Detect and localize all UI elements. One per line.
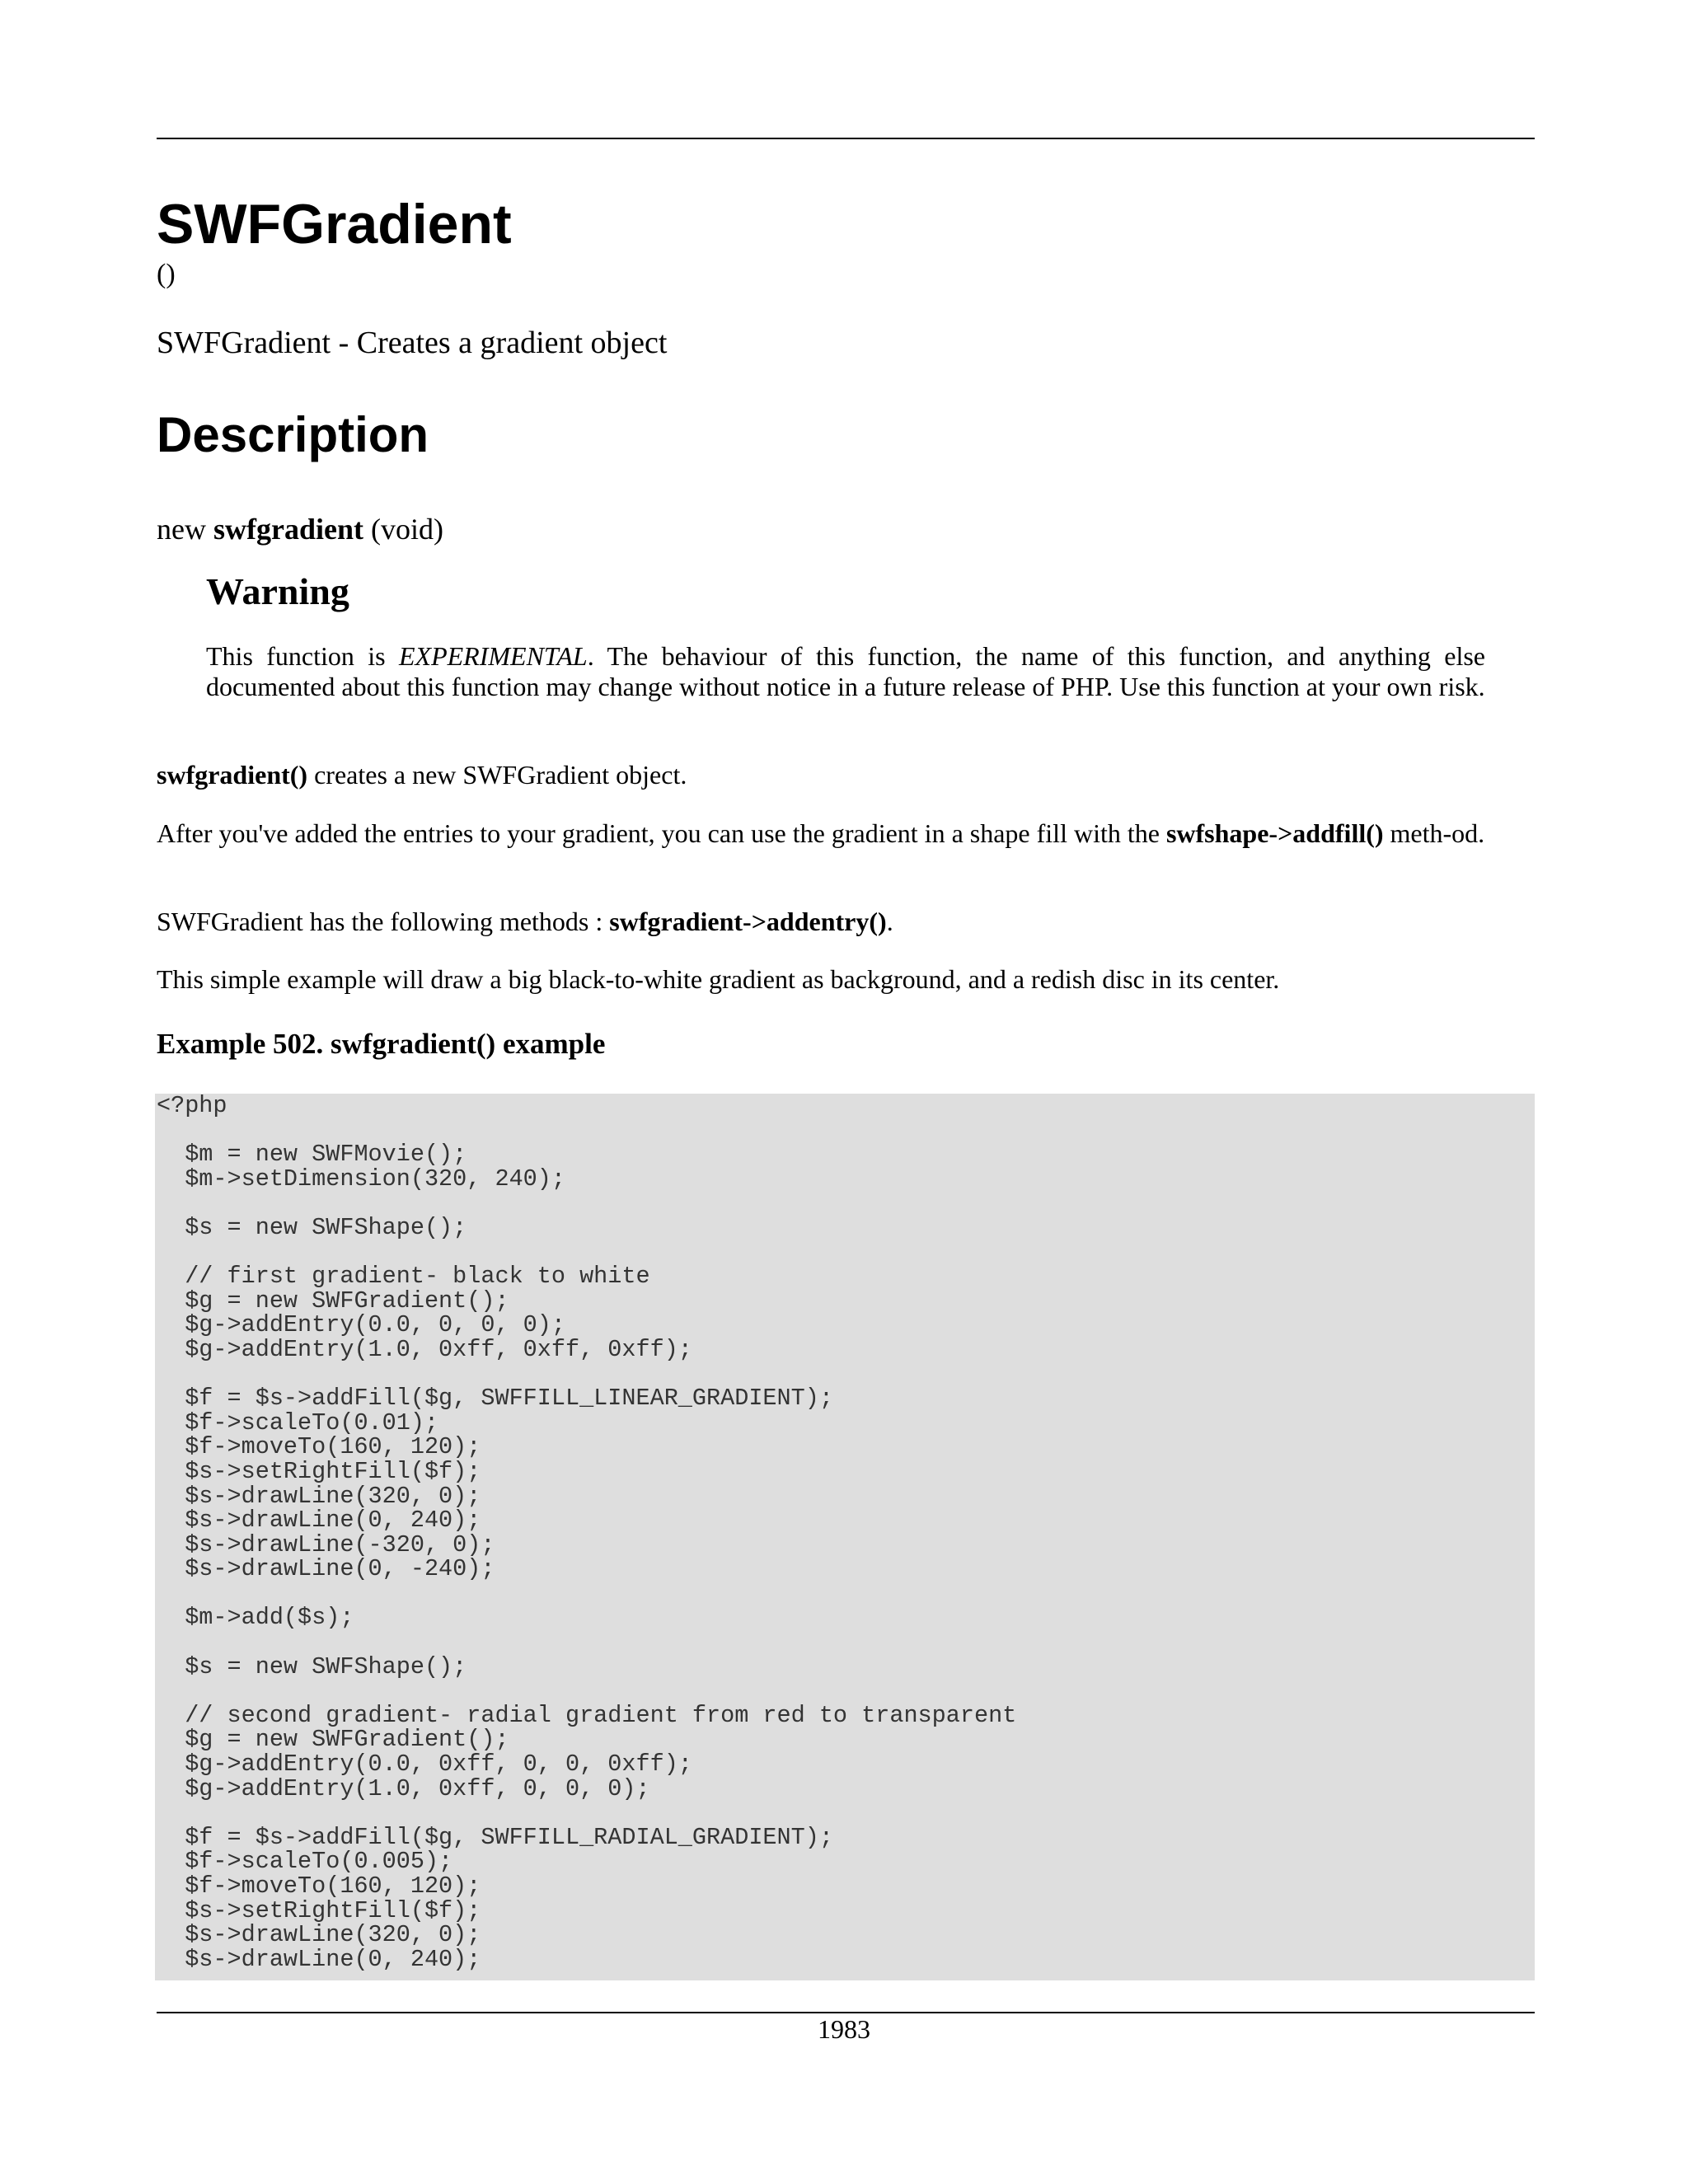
ref-purpose: SWFGradient - Creates a gradient object: [157, 326, 668, 360]
code-block: [155, 1094, 1535, 1980]
example-title: Example 502. swfgradient() example: [157, 1028, 606, 1060]
addentry-method-link: swfgradient->addentry(): [609, 907, 887, 936]
warning-text-before: This function is: [206, 641, 399, 671]
page-number: 1983: [818, 2014, 870, 2044]
title-parens: (): [157, 259, 176, 289]
paragraph-creates: [157, 760, 1535, 790]
page-title: SWFGradient: [157, 193, 512, 255]
synopsis-suffix: (void): [363, 513, 443, 546]
paragraph-methods: [157, 907, 1535, 937]
description-heading: Description: [157, 407, 429, 462]
warning-text-after: . The behaviour of this function, the name of this function, and anything else documented about this function may change without notice in a future release of PHP. Use this function at your own risk.: [206, 641, 1486, 701]
function-synopsis: [157, 511, 443, 547]
paragraph-text-after: meth-od.: [1383, 818, 1485, 848]
paragraph-usage: [157, 818, 1535, 849]
warning-emphasis: EXPERIMENTAL: [398, 641, 588, 671]
warning-title: Warning: [206, 570, 349, 612]
header-rule: [157, 138, 1535, 139]
paragraph-text-after: .: [886, 907, 893, 936]
synopsis-function-name: swfgradient: [213, 513, 363, 546]
paragraph-text: SWFGradient has the following methods :: [157, 907, 610, 936]
function-link: swfgradient(): [157, 760, 308, 790]
synopsis-prefix: new: [157, 513, 213, 546]
addfill-method-link: swfshape->addfill(): [1165, 818, 1384, 848]
code-listing: <?php $m = new SWFMovie(); $m->setDimension(320, 240); $s = new SWFShape(); // first gradient- black to white $g = new SWFGradient(); $g->addEntry(0.0, 0, 0, 0); $g->addEntry(1.0, 0xff, 0xff, 0xff); $f = $s->addFill($g, SWFFILL_LINEAR_GRADIENT); $f->scaleTo(0.01); $f->moveTo(160, 120); $s->setRightFill($f); $s->drawLine(320, 0); $s->drawLine(0, 240); $s->drawLine(-320, 0); $s->drawLine(0, -240); $m->add($s); $s = new SWFShape(); // second gradient- radial gradient from red to transparent $g = new SWFGradient(); $g->addEntry(0.0, 0xff, 0, 0, 0xff); $g->addEntry(1.0, 0xff, 0, 0, 0); $f = $s->addFill($g, SWFFILL_RADIAL_GRADIENT); $f->scaleTo(0.005); $f->moveTo(160, 120); $s->setRightFill($f); $s->drawLine(320, 0); $s->drawLine(0, 240);: [157, 1094, 1017, 1973]
paragraph-text: After you've added the entries to your gradient, you can use the gradient in a shape fill with the: [157, 818, 1166, 848]
warning-text: [206, 641, 1485, 702]
paragraph-text: creates a new SWFGradient object.: [307, 760, 687, 790]
paragraph-example-intro: This simple example will draw a big black-to-white gradient as background, and a redish disc in its center.: [157, 964, 1280, 994]
